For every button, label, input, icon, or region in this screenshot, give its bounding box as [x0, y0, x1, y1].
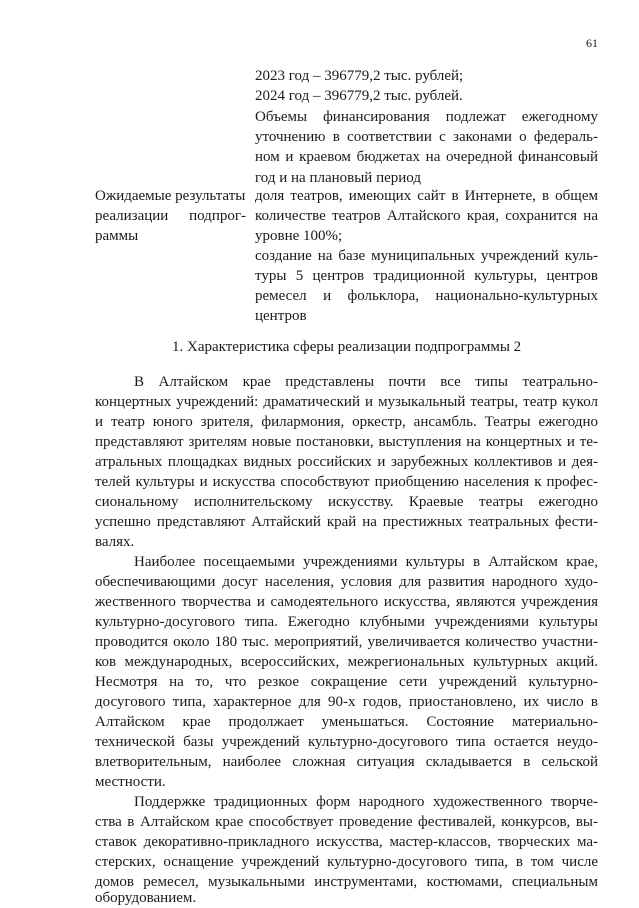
- paragraph-line: сиональному исполнительскому искусству. Краевые театры ежегодно: [95, 494, 598, 510]
- funding-line: ном и краевом бюджетах на очередной финансовый: [255, 149, 598, 165]
- paragraph-line: жественного творчества и самодеятельного искусства, являются учреждения: [95, 594, 598, 610]
- label-line: реализации подпрог-: [95, 208, 246, 224]
- paragraph-line: стерских, оснащение учреждений культурно-досугового типа, в том числе: [95, 854, 598, 870]
- paragraph-line: культурно-досугового типа. Ежегодно клубными учреждениями культуры: [95, 614, 598, 630]
- paragraph-line: В Алтайском крае представлены почти все типы театрально-: [134, 374, 598, 390]
- paragraph-line: Несмотря на то, что резкое сокращение сети учреждений культурно-: [95, 674, 598, 690]
- value-line: количестве театров Алтайского края, сохранится на: [255, 208, 598, 224]
- paragraph-line: проводится около 180 тыс. мероприятий, увеличивается количество участни-: [95, 634, 598, 650]
- paragraph-line: досугового типа, характерное для 90-х годов, приостановлено, их число в: [95, 694, 598, 710]
- paragraph-line: влетворительным, наиболее сложная ситуация складывается в сельской: [95, 754, 598, 770]
- paragraph-line: ства в Алтайском крае способствует проведение фестивалей, конкурсов, вы-: [95, 814, 598, 830]
- paragraph-line: телей культуры и искусства способствуют приобщению населения к профес-: [95, 474, 598, 490]
- paragraph-line: Алтайском крае продолжает уменьшаться. Состояние материально-: [95, 714, 598, 730]
- paragraph-line: Наиболее посещаемыми учреждениями культуры в Алтайском крае,: [134, 554, 598, 570]
- paragraph-line: и театр юного зрителя, филармония, оркестр, ансамбль. Театры ежегодно: [95, 414, 598, 430]
- value-line: доля театров, имеющих сайт в Интернете, в общем: [255, 188, 598, 204]
- funding-line: год и на плановый период: [255, 170, 421, 186]
- section-heading: 1. Характеристика сферы реализации подпрограммы 2: [172, 339, 522, 355]
- paragraph-line: атральных площадках видных российских и зарубежных коллективов и дея-: [95, 454, 598, 470]
- paragraph-line: валях.: [95, 534, 135, 550]
- paragraph-line: обеспечивающими досуг населения, условия для развития народного худо-: [95, 574, 598, 590]
- page-number: 61: [586, 36, 598, 50]
- paragraph-line: ставок декоративно-прикладного искусства, мастер-классов, творческих ма-: [95, 834, 598, 850]
- value-line: ремесел и фольклора, национально-культурных: [255, 288, 598, 304]
- funding-line: уточнению в соответствии с законами о федераль-: [255, 129, 598, 145]
- paragraph-line: домов ремесел, музыкальными инструментами, костюмами, специальным: [95, 874, 598, 890]
- paragraph-line: местности.: [95, 774, 166, 790]
- paragraph-line: технической базы учреждений культурно-досугового типа остается неудо-: [95, 734, 598, 750]
- value-line: туры 5 центров традиционной культуры, центров: [255, 268, 598, 284]
- label-line: раммы: [95, 228, 139, 244]
- value-line: создание на базе муниципальных учреждений куль-: [255, 248, 598, 264]
- value-line: уровне 100%;: [255, 228, 343, 244]
- paragraph-line: представляют зрителям новые постановки, выступления на концертных и те-: [95, 434, 598, 450]
- value-line: центров: [255, 308, 307, 324]
- paragraph-line: ков международных, всероссийских, межрегиональных культурных акций.: [95, 654, 598, 670]
- funding-line: 2024 год – 396779,2 тыс. рублей.: [255, 88, 463, 104]
- paragraph-line: успешно представляют Алтайский край на престижных театральных фести-: [95, 514, 598, 530]
- paragraph-line: Поддержке традиционных форм народного художественного творче-: [134, 794, 598, 810]
- funding-line: 2023 год – 396779,2 тыс. рублей;: [255, 68, 464, 84]
- paragraph-line: оборудованием.: [95, 890, 197, 906]
- funding-line: Объемы финансирования подлежат ежегодному: [255, 109, 598, 125]
- paragraph-line: концертных учреждений: драматический и музыкальный театры, театр кукол: [95, 394, 598, 410]
- label-line: Ожидаемые результаты: [95, 188, 246, 204]
